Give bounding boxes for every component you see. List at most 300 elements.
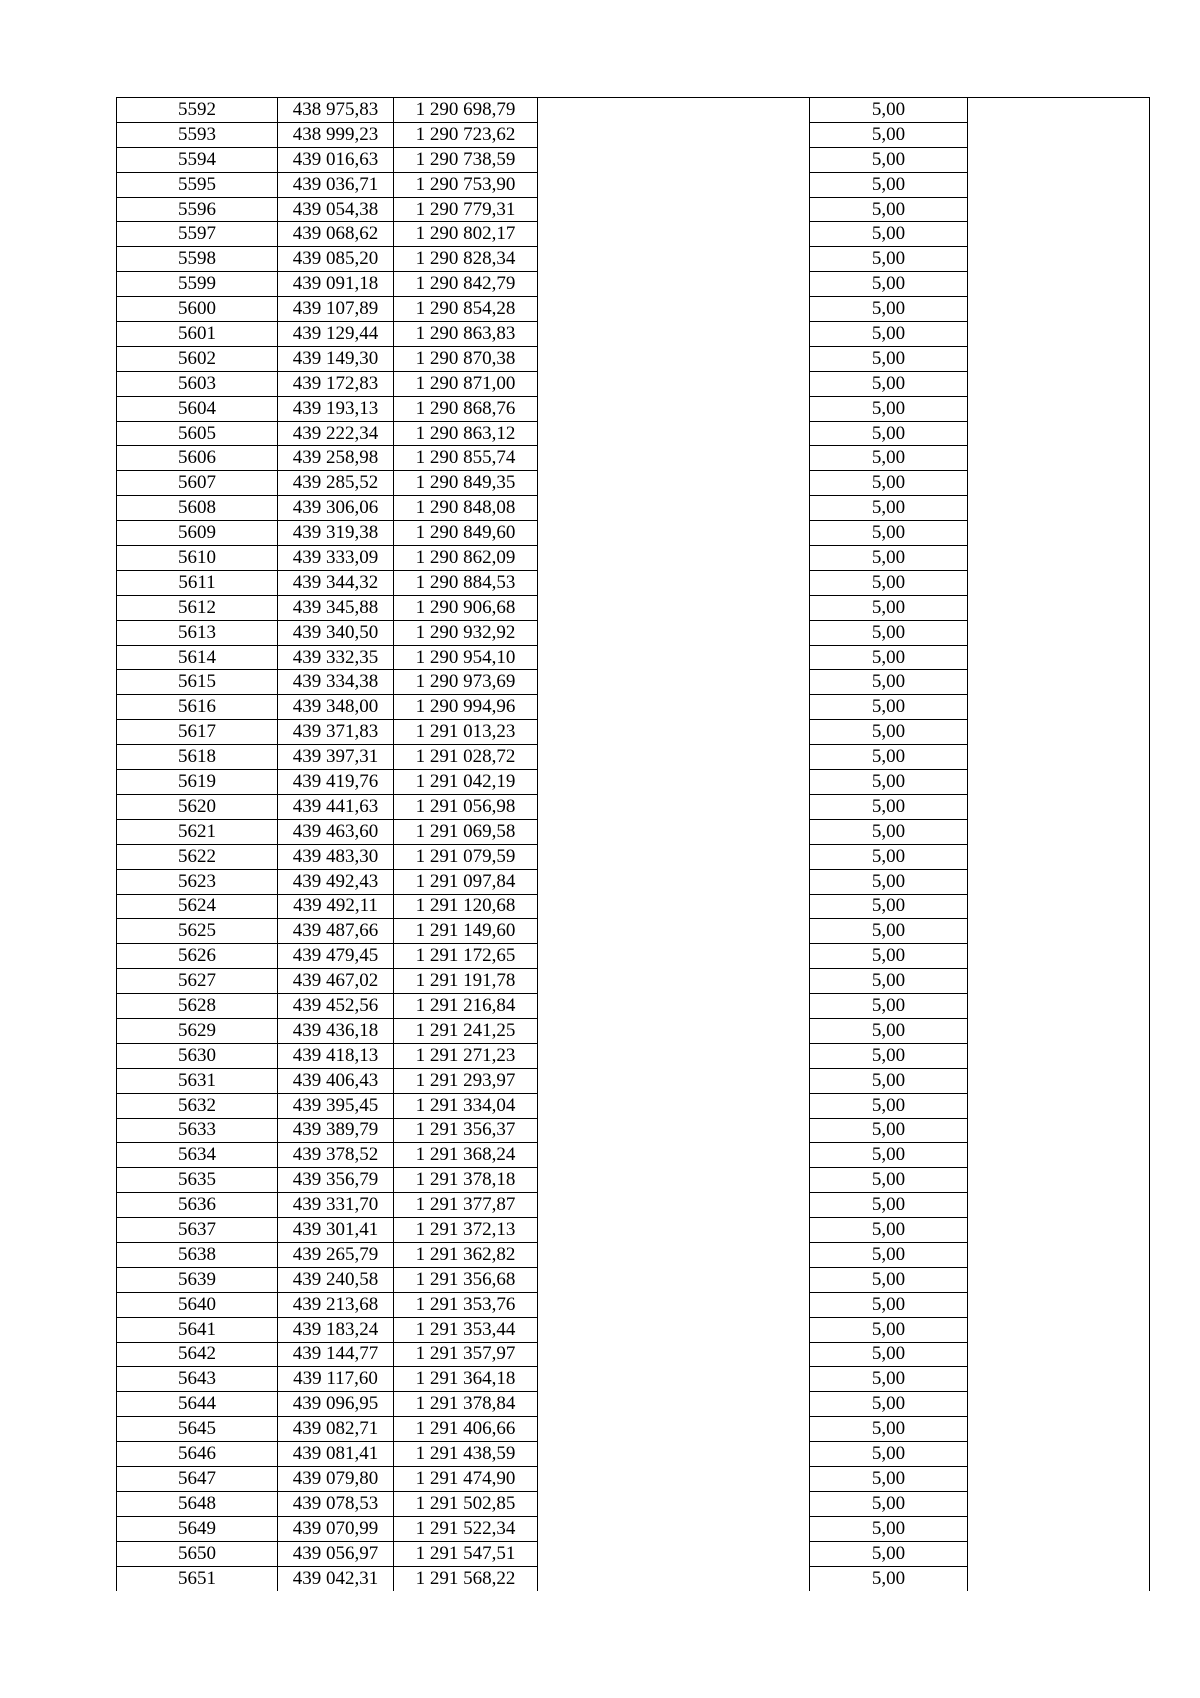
x-coordinate-cell: 439 085,20: [278, 247, 394, 272]
x-coordinate-cell: 439 356,79: [278, 1168, 394, 1193]
value-cell: 5,00: [810, 1218, 968, 1243]
value-cell: 5,00: [810, 272, 968, 297]
x-coordinate-cell: 439 340,50: [278, 620, 394, 645]
table-row: [117, 1168, 1150, 1193]
empty-cell: [538, 1342, 810, 1367]
table-row: [117, 919, 1150, 944]
empty-cell: [968, 1342, 1150, 1367]
y-coordinate-cell: 1 291 334,04: [394, 1093, 538, 1118]
y-coordinate-cell: 1 291 293,97: [394, 1068, 538, 1093]
x-coordinate-cell: 439 348,00: [278, 695, 394, 720]
value-cell: 5,00: [810, 570, 968, 595]
empty-cell: [968, 1541, 1150, 1566]
empty-cell: [538, 894, 810, 919]
empty-cell: [968, 570, 1150, 595]
value-cell: 5,00: [810, 1143, 968, 1168]
point-number-cell: 5611: [117, 570, 278, 595]
y-coordinate-cell: 1 291 522,34: [394, 1516, 538, 1541]
table-row: [117, 994, 1150, 1019]
x-coordinate-cell: 439 091,18: [278, 272, 394, 297]
value-cell: 5,00: [810, 122, 968, 147]
table-row: [117, 322, 1150, 347]
x-coordinate-cell: 439 436,18: [278, 1018, 394, 1043]
empty-cell: [538, 794, 810, 819]
x-coordinate-cell: 439 107,89: [278, 297, 394, 322]
value-cell: 5,00: [810, 695, 968, 720]
y-coordinate-cell: 1 291 216,84: [394, 994, 538, 1019]
empty-cell: [538, 98, 810, 123]
table-row: [117, 197, 1150, 222]
empty-cell: [538, 1242, 810, 1267]
point-number-cell: 5620: [117, 794, 278, 819]
y-coordinate-cell: 1 290 842,79: [394, 272, 538, 297]
y-coordinate-cell: 1 290 738,59: [394, 147, 538, 172]
point-number-cell: 5640: [117, 1292, 278, 1317]
empty-cell: [968, 770, 1150, 795]
point-number-cell: 5629: [117, 1018, 278, 1043]
table-row: [117, 720, 1150, 745]
y-coordinate-cell: 1 291 568,22: [394, 1566, 538, 1591]
table-row: [117, 944, 1150, 969]
x-coordinate-cell: 439 319,38: [278, 521, 394, 546]
y-coordinate-cell: 1 291 013,23: [394, 720, 538, 745]
table-row: [117, 770, 1150, 795]
empty-cell: [968, 894, 1150, 919]
y-coordinate-cell: 1 290 870,38: [394, 346, 538, 371]
table-row: [117, 371, 1150, 396]
empty-cell: [968, 1566, 1150, 1591]
point-number-cell: 5617: [117, 720, 278, 745]
x-coordinate-cell: 439 419,76: [278, 770, 394, 795]
table-row: [117, 695, 1150, 720]
point-number-cell: 5641: [117, 1317, 278, 1342]
x-coordinate-cell: 439 081,41: [278, 1442, 394, 1467]
empty-cell: [968, 645, 1150, 670]
empty-cell: [538, 1018, 810, 1043]
empty-cell: [538, 1367, 810, 1392]
empty-cell: [538, 396, 810, 421]
empty-cell: [538, 1392, 810, 1417]
value-cell: 5,00: [810, 819, 968, 844]
point-number-cell: 5651: [117, 1566, 278, 1591]
point-number-cell: 5624: [117, 894, 278, 919]
x-coordinate-cell: 439 213,68: [278, 1292, 394, 1317]
x-coordinate-cell: 439 129,44: [278, 322, 394, 347]
x-coordinate-cell: 439 258,98: [278, 446, 394, 471]
empty-cell: [538, 1516, 810, 1541]
point-number-cell: 5593: [117, 122, 278, 147]
point-number-cell: 5604: [117, 396, 278, 421]
empty-cell: [538, 1466, 810, 1491]
value-cell: 5,00: [810, 1541, 968, 1566]
x-coordinate-cell: 439 332,35: [278, 645, 394, 670]
point-number-cell: 5636: [117, 1193, 278, 1218]
value-cell: 5,00: [810, 1168, 968, 1193]
coordinates-table: [116, 97, 1150, 1591]
empty-cell: [968, 1367, 1150, 1392]
empty-cell: [538, 1068, 810, 1093]
point-number-cell: 5609: [117, 521, 278, 546]
table-row: [117, 595, 1150, 620]
point-number-cell: 5605: [117, 421, 278, 446]
y-coordinate-cell: 1 291 042,19: [394, 770, 538, 795]
empty-cell: [538, 720, 810, 745]
empty-cell: [968, 496, 1150, 521]
x-coordinate-cell: 439 222,34: [278, 421, 394, 446]
y-coordinate-cell: 1 291 547,51: [394, 1541, 538, 1566]
table-row: [117, 1043, 1150, 1068]
x-coordinate-cell: 439 487,66: [278, 919, 394, 944]
empty-cell: [538, 1541, 810, 1566]
empty-cell: [968, 1466, 1150, 1491]
empty-cell: [968, 1491, 1150, 1516]
y-coordinate-cell: 1 291 372,13: [394, 1218, 538, 1243]
value-cell: 5,00: [810, 745, 968, 770]
empty-cell: [968, 1193, 1150, 1218]
point-number-cell: 5603: [117, 371, 278, 396]
x-coordinate-cell: 439 467,02: [278, 969, 394, 994]
table-row: [117, 297, 1150, 322]
value-cell: 5,00: [810, 1491, 968, 1516]
y-coordinate-cell: 1 291 097,84: [394, 869, 538, 894]
value-cell: 5,00: [810, 1342, 968, 1367]
point-number-cell: 5642: [117, 1342, 278, 1367]
table-row: [117, 1093, 1150, 1118]
empty-cell: [968, 869, 1150, 894]
value-cell: 5,00: [810, 496, 968, 521]
table-row: [117, 122, 1150, 147]
y-coordinate-cell: 1 291 056,98: [394, 794, 538, 819]
empty-cell: [538, 521, 810, 546]
empty-cell: [538, 1218, 810, 1243]
x-coordinate-cell: 439 333,09: [278, 546, 394, 571]
point-number-cell: 5597: [117, 222, 278, 247]
point-number-cell: 5626: [117, 944, 278, 969]
empty-cell: [968, 1018, 1150, 1043]
empty-cell: [538, 496, 810, 521]
y-coordinate-cell: 1 291 353,44: [394, 1317, 538, 1342]
empty-cell: [968, 670, 1150, 695]
empty-cell: [968, 1267, 1150, 1292]
table-row: [117, 1442, 1150, 1467]
y-coordinate-cell: 1 290 849,35: [394, 471, 538, 496]
y-coordinate-cell: 1 290 753,90: [394, 172, 538, 197]
empty-cell: [538, 745, 810, 770]
empty-cell: [968, 1242, 1150, 1267]
table-row: [117, 1466, 1150, 1491]
value-cell: 5,00: [810, 322, 968, 347]
empty-cell: [538, 844, 810, 869]
point-number-cell: 5650: [117, 1541, 278, 1566]
value-cell: 5,00: [810, 1516, 968, 1541]
point-number-cell: 5632: [117, 1093, 278, 1118]
table-row: [117, 147, 1150, 172]
y-coordinate-cell: 1 290 862,09: [394, 546, 538, 571]
value-cell: 5,00: [810, 1093, 968, 1118]
empty-cell: [968, 919, 1150, 944]
value-cell: 5,00: [810, 421, 968, 446]
x-coordinate-cell: 438 999,23: [278, 122, 394, 147]
table-row: [117, 670, 1150, 695]
empty-cell: [968, 994, 1150, 1019]
y-coordinate-cell: 1 290 994,96: [394, 695, 538, 720]
point-number-cell: 5592: [117, 98, 278, 123]
x-coordinate-cell: 439 056,97: [278, 1541, 394, 1566]
table-row: [117, 1143, 1150, 1168]
point-number-cell: 5621: [117, 819, 278, 844]
table-row: [117, 1417, 1150, 1442]
empty-cell: [968, 969, 1150, 994]
x-coordinate-cell: 439 193,13: [278, 396, 394, 421]
x-coordinate-cell: 439 463,60: [278, 819, 394, 844]
point-number-cell: 5598: [117, 247, 278, 272]
table-row: [117, 396, 1150, 421]
y-coordinate-cell: 1 291 406,66: [394, 1417, 538, 1442]
x-coordinate-cell: 439 149,30: [278, 346, 394, 371]
y-coordinate-cell: 1 291 362,82: [394, 1242, 538, 1267]
empty-cell: [538, 546, 810, 571]
y-coordinate-cell: 1 290 954,10: [394, 645, 538, 670]
point-number-cell: 5606: [117, 446, 278, 471]
empty-cell: [538, 471, 810, 496]
empty-cell: [968, 172, 1150, 197]
value-cell: 5,00: [810, 521, 968, 546]
table-row: [117, 446, 1150, 471]
empty-cell: [538, 1168, 810, 1193]
point-number-cell: 5612: [117, 595, 278, 620]
x-coordinate-cell: 439 344,32: [278, 570, 394, 595]
table-row: [117, 1541, 1150, 1566]
y-coordinate-cell: 1 290 855,74: [394, 446, 538, 471]
table-row: [117, 222, 1150, 247]
y-coordinate-cell: 1 291 271,23: [394, 1043, 538, 1068]
empty-cell: [538, 1043, 810, 1068]
empty-cell: [538, 1491, 810, 1516]
value-cell: 5,00: [810, 1068, 968, 1093]
x-coordinate-cell: 439 371,83: [278, 720, 394, 745]
empty-cell: [968, 1392, 1150, 1417]
empty-cell: [968, 1093, 1150, 1118]
value-cell: 5,00: [810, 670, 968, 695]
empty-cell: [538, 371, 810, 396]
y-coordinate-cell: 1 291 172,65: [394, 944, 538, 969]
value-cell: 5,00: [810, 1367, 968, 1392]
x-coordinate-cell: 439 240,58: [278, 1267, 394, 1292]
point-number-cell: 5630: [117, 1043, 278, 1068]
table-row: [117, 1342, 1150, 1367]
y-coordinate-cell: 1 291 364,18: [394, 1367, 538, 1392]
empty-cell: [968, 421, 1150, 446]
point-number-cell: 5638: [117, 1242, 278, 1267]
value-cell: 5,00: [810, 944, 968, 969]
x-coordinate-cell: 439 042,31: [278, 1566, 394, 1591]
empty-cell: [538, 770, 810, 795]
empty-cell: [538, 1118, 810, 1143]
table-row: [117, 1292, 1150, 1317]
value-cell: 5,00: [810, 1417, 968, 1442]
value-cell: 5,00: [810, 1392, 968, 1417]
x-coordinate-cell: 439 406,43: [278, 1068, 394, 1093]
point-number-cell: 5618: [117, 745, 278, 770]
empty-cell: [968, 1118, 1150, 1143]
value-cell: 5,00: [810, 1242, 968, 1267]
empty-cell: [968, 222, 1150, 247]
y-coordinate-cell: 1 291 356,68: [394, 1267, 538, 1292]
value-cell: 5,00: [810, 794, 968, 819]
x-coordinate-cell: 439 345,88: [278, 595, 394, 620]
empty-cell: [968, 1516, 1150, 1541]
value-cell: 5,00: [810, 346, 968, 371]
x-coordinate-cell: 439 144,77: [278, 1342, 394, 1367]
empty-cell: [968, 1417, 1150, 1442]
empty-cell: [968, 272, 1150, 297]
empty-cell: [538, 645, 810, 670]
point-number-cell: 5648: [117, 1491, 278, 1516]
value-cell: 5,00: [810, 645, 968, 670]
y-coordinate-cell: 1 291 191,78: [394, 969, 538, 994]
point-number-cell: 5635: [117, 1168, 278, 1193]
y-coordinate-cell: 1 291 028,72: [394, 745, 538, 770]
y-coordinate-cell: 1 291 149,60: [394, 919, 538, 944]
y-coordinate-cell: 1 290 849,60: [394, 521, 538, 546]
value-cell: 5,00: [810, 297, 968, 322]
table-row: [117, 1566, 1150, 1591]
point-number-cell: 5600: [117, 297, 278, 322]
value-cell: 5,00: [810, 869, 968, 894]
empty-cell: [968, 794, 1150, 819]
y-coordinate-cell: 1 290 906,68: [394, 595, 538, 620]
table-row: [117, 421, 1150, 446]
empty-cell: [538, 695, 810, 720]
value-cell: 5,00: [810, 222, 968, 247]
point-number-cell: 5631: [117, 1068, 278, 1093]
empty-cell: [968, 620, 1150, 645]
y-coordinate-cell: 1 290 854,28: [394, 297, 538, 322]
table-row: [117, 346, 1150, 371]
x-coordinate-cell: 438 975,83: [278, 98, 394, 123]
x-coordinate-cell: 439 301,41: [278, 1218, 394, 1243]
x-coordinate-cell: 439 479,45: [278, 944, 394, 969]
empty-cell: [538, 1417, 810, 1442]
point-number-cell: 5595: [117, 172, 278, 197]
value-cell: 5,00: [810, 1566, 968, 1591]
point-number-cell: 5633: [117, 1118, 278, 1143]
empty-cell: [538, 272, 810, 297]
empty-cell: [538, 994, 810, 1019]
x-coordinate-cell: 439 079,80: [278, 1466, 394, 1491]
value-cell: 5,00: [810, 969, 968, 994]
y-coordinate-cell: 1 291 438,59: [394, 1442, 538, 1467]
table-row: [117, 98, 1150, 123]
point-number-cell: 5599: [117, 272, 278, 297]
value-cell: 5,00: [810, 147, 968, 172]
x-coordinate-cell: 439 378,52: [278, 1143, 394, 1168]
empty-cell: [538, 620, 810, 645]
value-cell: 5,00: [810, 919, 968, 944]
empty-cell: [968, 546, 1150, 571]
point-number-cell: 5607: [117, 471, 278, 496]
empty-cell: [968, 446, 1150, 471]
point-number-cell: 5637: [117, 1218, 278, 1243]
empty-cell: [538, 570, 810, 595]
value-cell: 5,00: [810, 1043, 968, 1068]
point-number-cell: 5644: [117, 1392, 278, 1417]
x-coordinate-cell: 439 331,70: [278, 1193, 394, 1218]
table-row: [117, 1392, 1150, 1417]
value-cell: 5,00: [810, 994, 968, 1019]
y-coordinate-cell: 1 291 378,18: [394, 1168, 538, 1193]
y-coordinate-cell: 1 291 120,68: [394, 894, 538, 919]
point-number-cell: 5613: [117, 620, 278, 645]
empty-cell: [538, 1566, 810, 1591]
point-number-cell: 5602: [117, 346, 278, 371]
empty-cell: [968, 844, 1150, 869]
y-coordinate-cell: 1 291 378,84: [394, 1392, 538, 1417]
table-row: [117, 496, 1150, 521]
x-coordinate-cell: 439 036,71: [278, 172, 394, 197]
y-coordinate-cell: 1 291 241,25: [394, 1018, 538, 1043]
table-row: [117, 844, 1150, 869]
value-cell: 5,00: [810, 1193, 968, 1218]
empty-cell: [968, 1292, 1150, 1317]
empty-cell: [538, 869, 810, 894]
value-cell: 5,00: [810, 1292, 968, 1317]
value-cell: 5,00: [810, 620, 968, 645]
x-coordinate-cell: 439 492,11: [278, 894, 394, 919]
value-cell: 5,00: [810, 98, 968, 123]
table-row: [117, 1491, 1150, 1516]
y-coordinate-cell: 1 290 868,76: [394, 396, 538, 421]
table-row: [117, 1018, 1150, 1043]
y-coordinate-cell: 1 291 357,97: [394, 1342, 538, 1367]
empty-cell: [538, 122, 810, 147]
value-cell: 5,00: [810, 1118, 968, 1143]
value-cell: 5,00: [810, 770, 968, 795]
y-coordinate-cell: 1 290 828,34: [394, 247, 538, 272]
coordinates-table-body: [117, 98, 1150, 1591]
x-coordinate-cell: 439 492,43: [278, 869, 394, 894]
empty-cell: [538, 222, 810, 247]
empty-cell: [968, 371, 1150, 396]
point-number-cell: 5645: [117, 1417, 278, 1442]
value-cell: 5,00: [810, 1018, 968, 1043]
table-row: [117, 620, 1150, 645]
x-coordinate-cell: 439 483,30: [278, 844, 394, 869]
empty-cell: [968, 944, 1150, 969]
empty-cell: [538, 1093, 810, 1118]
empty-cell: [538, 197, 810, 222]
empty-cell: [968, 346, 1150, 371]
empty-cell: [968, 1068, 1150, 1093]
point-number-cell: 5623: [117, 869, 278, 894]
empty-cell: [968, 1442, 1150, 1467]
empty-cell: [968, 1218, 1150, 1243]
table-row: [117, 1118, 1150, 1143]
empty-cell: [538, 446, 810, 471]
x-coordinate-cell: 439 334,38: [278, 670, 394, 695]
empty-cell: [538, 969, 810, 994]
x-coordinate-cell: 439 306,06: [278, 496, 394, 521]
point-number-cell: 5616: [117, 695, 278, 720]
empty-cell: [968, 297, 1150, 322]
empty-cell: [968, 396, 1150, 421]
table-row: [117, 570, 1150, 595]
table-row: [117, 1218, 1150, 1243]
table-row: [117, 546, 1150, 571]
empty-cell: [968, 1043, 1150, 1068]
empty-cell: [538, 819, 810, 844]
value-cell: 5,00: [810, 396, 968, 421]
